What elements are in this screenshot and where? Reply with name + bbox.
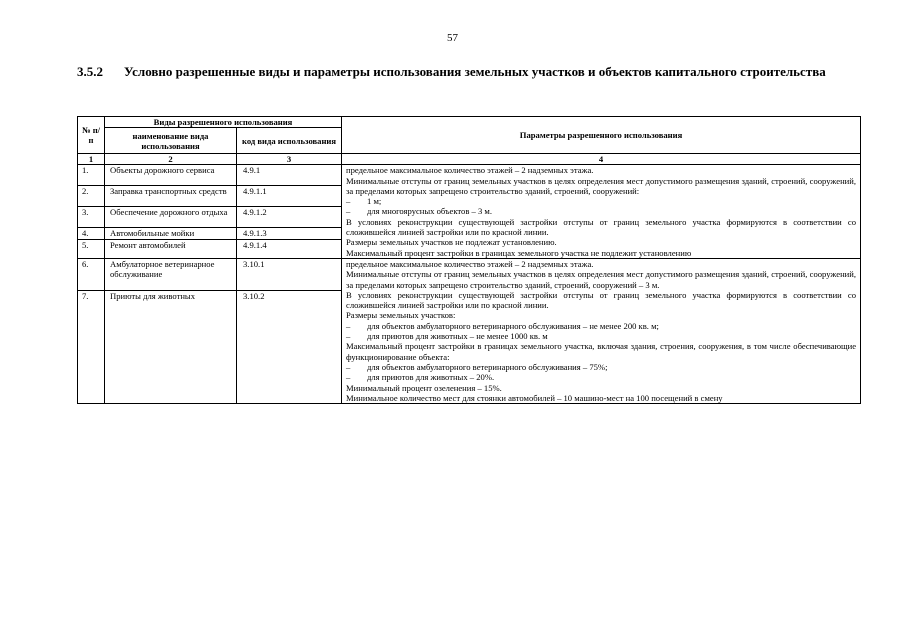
use-name: Амбулаторное ветеринарное обслуживание	[105, 258, 237, 290]
section-heading	[77, 64, 862, 80]
use-code: 3.10.1	[237, 258, 342, 290]
param-text: Максимальный процент застройки в границах земельного участка, включая здания, строения, сооружения, в том числе обеспечивающие функционирование объекта:	[346, 341, 857, 362]
param-text: для приютов для животных – 20%.	[367, 372, 495, 383]
param-text: Минимальное количество мест для стоянки автомобилей – 10 машино-мест на 100 посещений в смену	[346, 392, 723, 403]
use-name: Ремонт автомобилей	[105, 239, 237, 258]
row-number: 4.	[78, 228, 105, 239]
header-group: Виды разрешенного использования	[105, 117, 342, 128]
param-text: для объектов амбулаторного ветеринарного обслуживания – не менее 200 кв. м;	[367, 320, 659, 331]
col-index: 1	[78, 154, 105, 165]
param-text: Минимальные отступы от границ земельных участков в целях определения мест допустимого размещения зданий, строений, сооружений, за пределами которых запрещено строительство зданий, строений, сооружений – 3 м.	[346, 269, 857, 290]
use-code: 4.9.1.1	[237, 186, 342, 207]
list-dash: –	[346, 361, 351, 372]
use-name: Приюты для животных	[105, 290, 237, 403]
param-list-item	[346, 206, 856, 216]
col-index: 2	[105, 154, 237, 165]
use-name: Заправка транспортных средств	[105, 186, 237, 207]
param-list-item	[346, 372, 856, 382]
param-list-item	[346, 362, 856, 372]
list-dash: –	[346, 372, 351, 383]
use-name: Обеспечение дорожного отдыха	[105, 207, 237, 228]
use-code: 4.9.1.2	[237, 207, 342, 228]
param-text: Размеры земельных участков:	[346, 310, 456, 321]
list-dash: –	[346, 206, 351, 217]
row-number: 6.	[78, 258, 105, 290]
param-text: 1 м;	[367, 196, 382, 207]
param-text: Минимальные отступы от границ земельных участков в целях определения мест допустимого размещения зданий, строений, сооружений, за пределами которых запрещено строительство зданий, строений, сооружений:	[346, 175, 857, 196]
params-cell-group1	[342, 165, 861, 259]
row-number: 2.	[78, 186, 105, 207]
use-code: 3.10.2	[237, 290, 342, 403]
list-dash: –	[346, 196, 351, 207]
table-row	[78, 165, 861, 186]
list-dash: –	[346, 331, 351, 342]
use-name: Автомобильные мойки	[105, 228, 237, 239]
param-text: для многоярусных объектов – 3 м.	[367, 206, 493, 217]
page-number: 57	[447, 32, 458, 44]
param-list-item	[346, 196, 856, 206]
params-cell-group2	[342, 258, 861, 403]
col-index: 4	[342, 154, 861, 165]
param-text: В условиях реконструкции существующей застройки отступы от границ земельного участка формируются в соответствии со сложившейся линией застройки или по красной линии.	[346, 289, 857, 311]
param-text: Минимальный процент озеленения – 15%.	[346, 382, 502, 393]
section-title: Условно разрешенные виды и параметры использования земельных участков и объектов капитального строительства	[124, 64, 826, 79]
row-number: 3.	[78, 207, 105, 228]
section-number: 3.5.2	[77, 64, 103, 79]
param-list-item	[346, 331, 856, 341]
list-dash: –	[346, 320, 351, 331]
permitted-use-table	[77, 116, 861, 404]
param-text: предельное максимальное количество этажей – 2 надземных этажа.	[346, 258, 594, 269]
param-text: для приютов для животных – не менее 1000 кв. м	[367, 331, 548, 342]
use-code: 4.9.1.3	[237, 228, 342, 239]
row-number: 7.	[78, 290, 105, 403]
param-text: В условиях реконструкции существующей застройки отступы от границ земельного участка формируются в соответствии со сложившейся линией застройки или по красной линии.	[346, 216, 857, 238]
use-code: 4.9.1	[237, 165, 342, 186]
param-text: Размеры земельных участков не подлежат установлению.	[346, 237, 557, 248]
use-code: 4.9.1.4	[237, 239, 342, 258]
param-text: предельное максимальное количество этажей – 2 надземных этажа.	[346, 165, 594, 176]
use-name: Объекты дорожного сервиса	[105, 165, 237, 186]
param-list-item	[346, 321, 856, 331]
param-text: Максимальный процент застройки в границах земельного участка не подлежит установлению	[346, 247, 692, 258]
table-row	[78, 258, 861, 290]
param-text: для объектов амбулаторного ветеринарного обслуживания – 75%;	[367, 361, 608, 372]
header-name: наименование вида использования	[105, 128, 237, 154]
row-number: 1.	[78, 165, 105, 186]
header-code: код вида использования	[237, 128, 342, 154]
header-params: Параметры разрешенного использования	[342, 117, 861, 154]
header-num: № п/п	[78, 117, 105, 154]
row-number: 5.	[78, 239, 105, 258]
col-index: 3	[237, 154, 342, 165]
